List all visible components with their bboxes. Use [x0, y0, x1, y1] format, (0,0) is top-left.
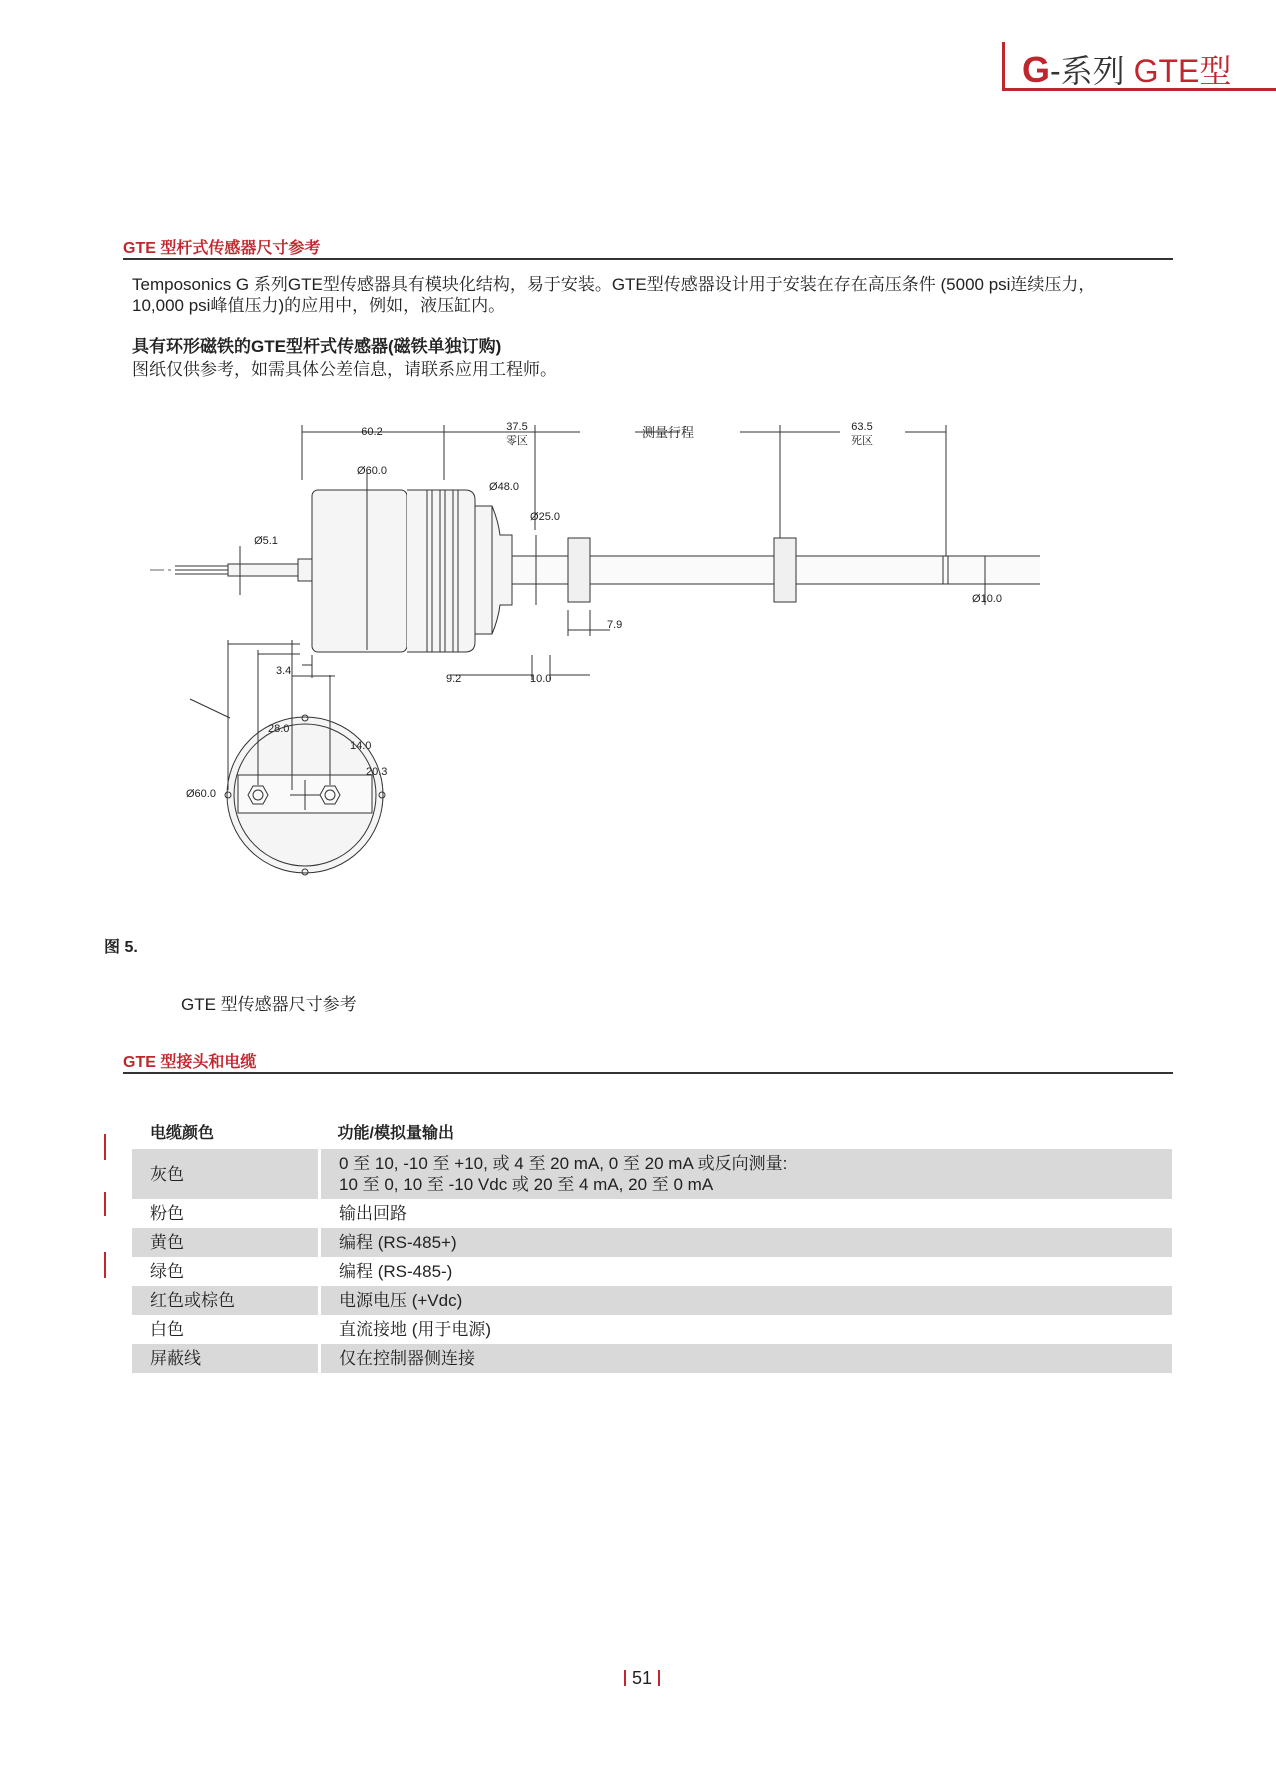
intro-line-1: Temposonics G 系列GTE型传感器具有模块化结构，易于安装。GTE型传感器设计用于安装在存在高压条件 (5000 psi连续压力， [132, 275, 1096, 294]
cable-color: 黄色 [132, 1228, 320, 1257]
table-row [132, 1228, 1172, 1257]
end-dim-20-3: 20.3 [366, 766, 388, 778]
cable-table [132, 1114, 1172, 1373]
dim-37-5: 37.5 [506, 421, 528, 433]
dim-9-2: 9.2 [446, 673, 462, 685]
section-rule [123, 1072, 1173, 1074]
stroke-label: 测量行程 [641, 425, 695, 440]
subtitle: 具有环形磁铁的GTE型杆式传感器(磁铁单独订购) [132, 337, 502, 356]
page-number-bar-right [658, 1670, 660, 1686]
table-row [132, 1199, 1172, 1228]
header-accent-bar [1002, 42, 1005, 91]
section-title-dimensions: GTE 型杆式传感器尺寸参考 [123, 240, 321, 257]
col-header-function: 功能/模拟量输出 [337, 1125, 454, 1142]
dim-7-9: 7.9 [607, 619, 623, 631]
cable-function: 编程 (RS-485-) [339, 1262, 453, 1281]
cable-function: 电源电压 (+Vdc) [320, 1286, 1173, 1315]
housing-body [312, 490, 407, 652]
dim-dia25: Ø25.0 [530, 511, 560, 523]
row-marker [104, 1252, 106, 1278]
end-dim-28: 28.0 [268, 723, 290, 735]
dimension-drawing [140, 410, 1040, 970]
dead-zone-label: 死区 [851, 435, 873, 447]
cable-color: 屏蔽线 [132, 1344, 320, 1373]
dim-dia60: Ø60.0 [357, 465, 387, 477]
intro-line-2: 10,000 psi峰值压力)的应用中，例如，液压缸内。 [132, 296, 506, 315]
end-dim-14: 14.0 [350, 740, 372, 752]
row-marker [104, 1134, 106, 1160]
model-name: GTE型 [1133, 53, 1232, 89]
dim-60-2: 60.2 [361, 426, 383, 438]
table-row [132, 1257, 1172, 1286]
cable-function: 仅在控制器侧连接 [320, 1344, 1173, 1373]
cable-function: 直流接地 (用于电源) [339, 1320, 492, 1339]
table-row [132, 1286, 1172, 1315]
table-row [132, 1344, 1172, 1373]
dim-dia48: Ø48.0 [489, 481, 519, 493]
table-row [132, 1315, 1172, 1344]
page-number: 51 [618, 1668, 666, 1689]
cable-color: 白色 [132, 1315, 320, 1344]
cable-function: 输出回路 [339, 1204, 407, 1223]
cable-color: 粉色 [132, 1199, 320, 1228]
series-letter: G [1022, 49, 1051, 90]
figure-caption: GTE 型传感器尺寸参考 [181, 995, 357, 1014]
series-suffix: -系列 [1050, 53, 1125, 89]
section-title-cables: GTE 型接头和电缆 [123, 1054, 257, 1071]
page-number-bar-left [624, 1670, 626, 1686]
cable-color: 绿色 [132, 1257, 320, 1286]
figure-label: 图 5. [104, 939, 138, 956]
magnet-left [568, 538, 590, 602]
table-row [132, 1149, 1172, 1199]
table-header [132, 1114, 1172, 1149]
cable-color: 灰色 [132, 1149, 320, 1199]
magnet-right [774, 538, 796, 602]
cable-function: 0 至 10, -10 至 +10, 或 4 至 20 mA, 0 至 20 mA 或反向测量: 10 至 0, 10 至 -10 Vdc 或 20 至 4 mA, 20 至 0 mA [320, 1149, 1173, 1199]
section-rule [123, 258, 1173, 260]
zero-zone-label: 零区 [506, 435, 528, 447]
page-header-title [1022, 46, 1231, 92]
dim-10-0: 10.0 [530, 673, 552, 685]
dim-3-4: 3.4 [276, 665, 292, 677]
dim-dia5-1: Ø5.1 [254, 535, 278, 547]
col-header-color: 电缆颜色 [150, 1125, 215, 1142]
drawing-note: 图纸仅供参考，如需具体公差信息，请联系应用工程师。 [132, 360, 557, 379]
dim-63-5: 63.5 [851, 421, 873, 433]
dim-dia10: Ø10.0 [972, 593, 1002, 605]
cable-function: 编程 (RS-485+) [320, 1228, 1173, 1257]
end-dim-dia60: Ø60.0 [186, 788, 216, 800]
cable-color: 红色或棕色 [132, 1286, 320, 1315]
row-marker [104, 1192, 106, 1216]
